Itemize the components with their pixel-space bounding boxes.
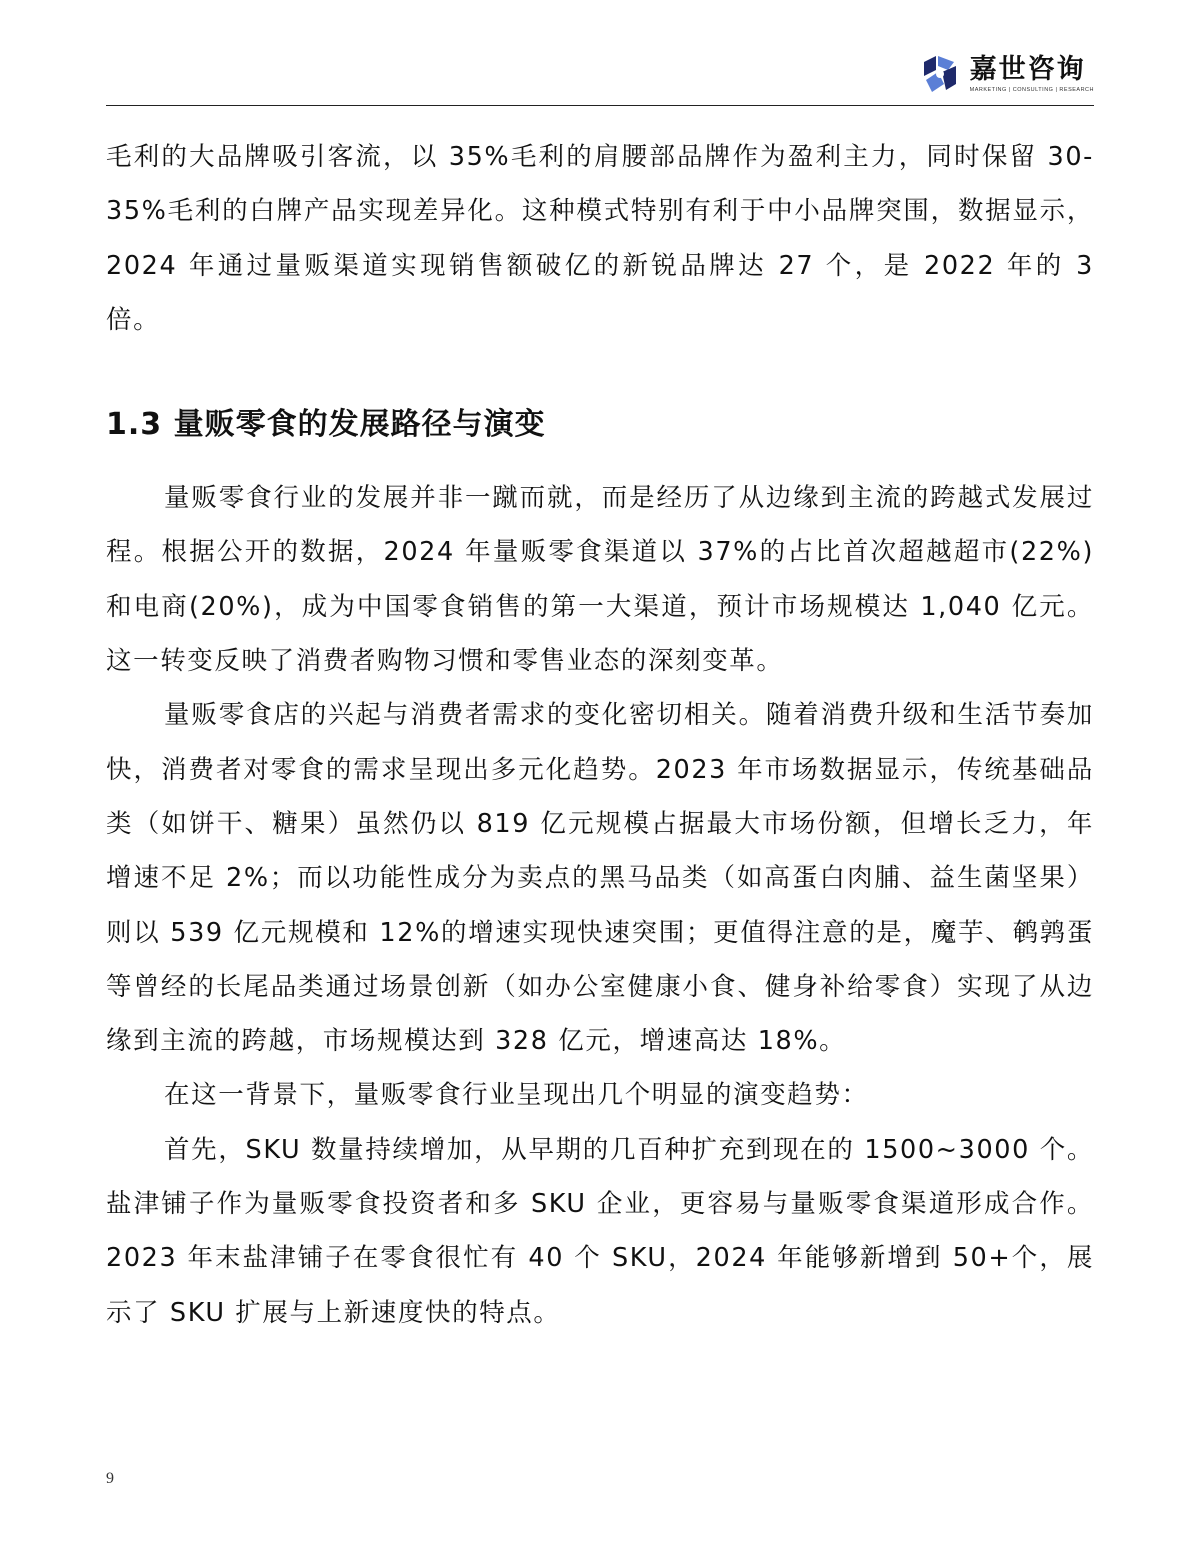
- header-divider: [106, 105, 1094, 106]
- page-number: 9: [106, 1470, 114, 1487]
- paragraph-trends-intro: 在这一背景下，量贩零食行业呈现出几个明显的演变趋势：: [164, 1080, 869, 1111]
- logo-mark-icon: [920, 54, 960, 94]
- company-logo: [920, 54, 1094, 94]
- logo-text: [970, 55, 1094, 93]
- paragraph-consumer-demand: 量贩零食店的兴起与消费者需求的变化密切相关。随着消费升级和生活节奏加快，消费者对零食的需求呈现出多元化趋势。2023 年市场数据显示，传统基础品类（如饼干、糖果）虽然仍以 819 亿元规模占据最大市场份额，但增长乏力，年增速不足 2%；而以功能性成分为卖点的黑马品类（如高蛋白肉脯、益生菌坚果）则以 539 亿元规模和 12%的增速实现快速突围；更值得注意的是，魔芋、鹌鹑蛋等曾经的长尾品类通过场景创新（如办公室健康小食、健身补给零食）实现了从边缘到主流的跨越，市场规模达到 328 亿元，增速高达 18%。: [106, 700, 1094, 1057]
- logo-name: 嘉世咨询: [969, 54, 1086, 85]
- section-heading: 1.3 量贩零食的发展路径与演变: [106, 407, 546, 443]
- page-content: [106, 130, 1094, 1340]
- paragraph-sku-trend: 首先，SKU 数量持续增加，从早期的几百种扩充到现在的 1500~3000 个。盐津铺子作为量贩零食投资者和多 SKU 企业，更容易与量贩零食渠道形成合作。2023 年末盐津铺子在零食很忙有 40 个 SKU，2024 年能够新增到 50+个，展示了 SKU 扩展与上新速度快的特点。: [106, 1134, 1094, 1328]
- paragraph-channel-growth: 量贩零食行业的发展并非一蹴而就，而是经历了从边缘到主流的跨越式发展过程。根据公开的数据，2024 年量贩零食渠道以 37%的占比首次超越超市(22%)和电商(20%)，成为中国零食销售的第一大渠道，预计市场规模达 1,040 亿元。这一转变反映了消费者购物习惯和零售业态的深刻变革。: [106, 483, 1094, 677]
- paragraph-intro: 毛利的大品牌吸引客流，以 35%毛利的肩腰部品牌作为盈利主力，同时保留 30-35%毛利的白牌产品实现差异化。这种模式特别有利于中小品牌突围，数据显示，2024 年通过量贩渠道实现销售额破亿的新锐品牌达 27 个，是 2022 年的 3 倍。: [106, 142, 1094, 335]
- page-header: [106, 48, 1094, 106]
- logo-tagline: MARKETING | CONSULTING | RESEARCH: [969, 87, 1094, 93]
